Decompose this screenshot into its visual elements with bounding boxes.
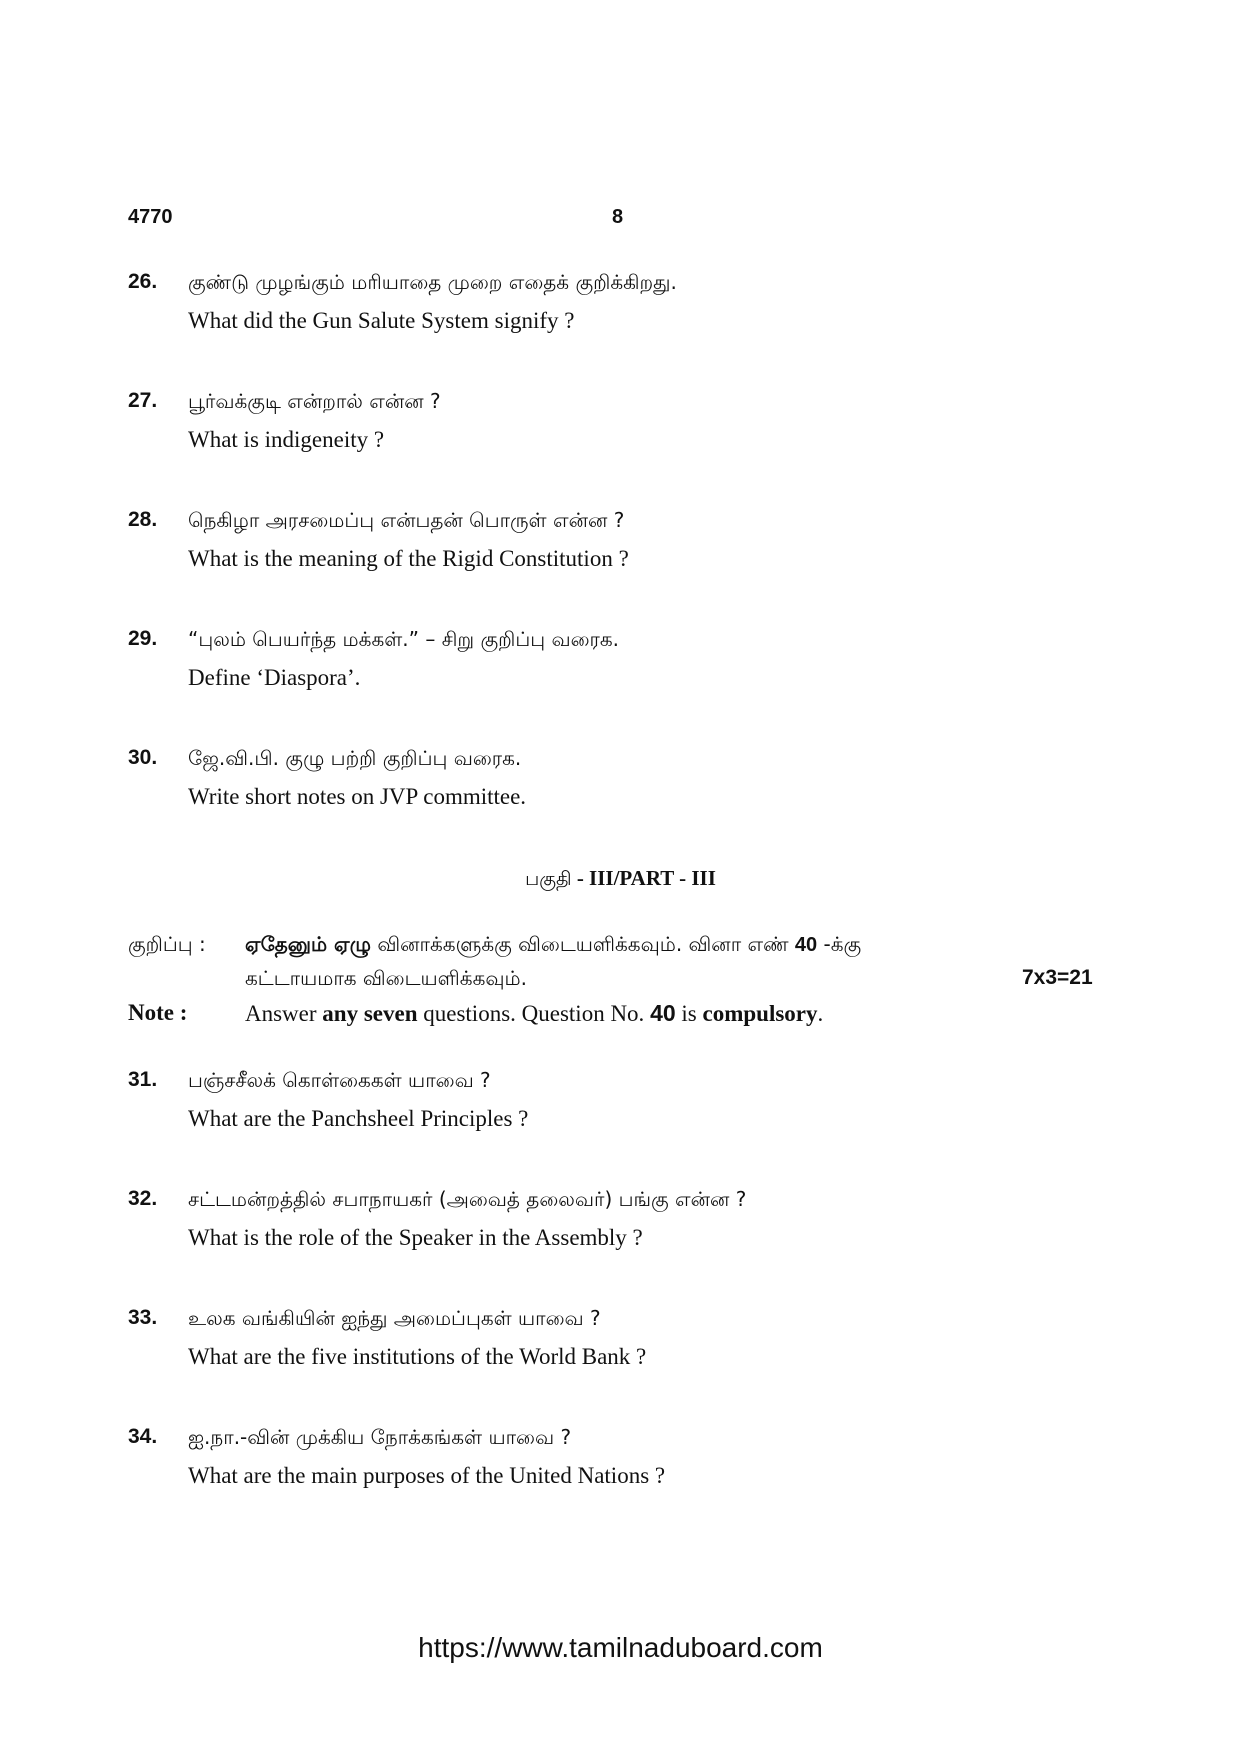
question-tamil: “புலம் பெயர்ந்த மக்கள்.” – சிறு குறிப்பு வரைக.	[188, 627, 619, 651]
question-number: 26.	[128, 270, 158, 293]
note-tamil-text2: -க்கு	[817, 932, 862, 956]
note-english-is: is	[675, 1001, 703, 1026]
question-tamil: ஐ.நா.-வின் முக்கிய நோக்கங்கள் யாவை ?	[188, 1425, 572, 1449]
note-tamil-text1: வினாக்களுக்கு விடையளிக்கவும். வினா எண்	[371, 932, 795, 956]
question-tamil: பஞ்சசீலக் கொள்கைகள் யாவை ?	[188, 1068, 491, 1092]
question-english: Define ‘Diaspora’.	[188, 665, 361, 690]
note-english-label: Note :	[128, 1000, 188, 1025]
question-number: 34.	[128, 1425, 158, 1448]
note-tamil-bold: ஏதேனும் ஏழு	[245, 932, 371, 956]
question-number: 31.	[128, 1068, 158, 1091]
question-english: What is the meaning of the Rigid Constitution ?	[188, 546, 629, 571]
note-tamil-line2: கட்டாயமாக விடையளிக்கவும்.	[245, 966, 527, 990]
question-tamil: குண்டு முழங்கும் மரியாதை முறை எதைக் குறிக்கிறது.	[188, 270, 677, 294]
note-english-mid: questions. Question No.	[417, 1001, 651, 1026]
part-heading	[0, 866, 1241, 893]
question-tamil: பூர்வக்குடி என்றால் என்ன ?	[188, 389, 441, 413]
marks-allocation: 7x3=21	[1022, 966, 1093, 989]
question-number: 27.	[128, 389, 158, 412]
part-heading-english: - III/PART - III	[571, 866, 716, 890]
footer-url[interactable]: https://www.tamilnaduboard.com	[418, 1632, 823, 1663]
part-heading-tamil: பகுதி	[525, 868, 572, 890]
note-english-text	[245, 1000, 823, 1027]
question-english: What are the five institutions of the World Bank ?	[188, 1344, 647, 1369]
note-english-bold2: compulsory	[702, 1001, 818, 1026]
note-english-bold1: any seven	[322, 1001, 418, 1026]
question-number: 33.	[128, 1306, 158, 1329]
note-english-end: .	[817, 1001, 824, 1026]
question-tamil: சட்டமன்றத்தில் சபாநாயகர் (அவைத் தலைவர்) பங்கு என்ன ?	[188, 1187, 747, 1211]
question-number: 32.	[128, 1187, 158, 1210]
question-number: 28.	[128, 508, 158, 531]
question-english: What is indigeneity ?	[188, 427, 385, 452]
question-tamil: ஜே.வி.பி. குழு பற்றி குறிப்பு வரைக.	[188, 746, 522, 770]
note-english-pre: Answer	[245, 1001, 323, 1026]
question-tamil: உலக வங்கியின் ஐந்து அமைப்புகள் யாவை ?	[188, 1306, 601, 1330]
question-english: Write short notes on JVP committee.	[188, 784, 527, 809]
note-tamil-line1	[245, 932, 861, 959]
paper-code: 4770	[128, 206, 173, 228]
note-tamil-number: 40	[794, 934, 818, 956]
question-english: What is the role of the Speaker in the Assembly ?	[188, 1225, 643, 1250]
question-english: What are the Panchsheel Principles ?	[188, 1106, 529, 1131]
question-english: What did the Gun Salute System signify ?	[188, 308, 575, 333]
note-english-number: 40	[650, 1000, 676, 1026]
question-number: 30.	[128, 746, 158, 769]
question-number: 29.	[128, 627, 158, 650]
question-english: What are the main purposes of the United Nations ?	[188, 1463, 666, 1488]
note-tamil-label: குறிப்பு :	[128, 932, 206, 956]
page-number: 8	[612, 206, 624, 228]
question-tamil: நெகிழா அரசமைப்பு என்பதன் பொருள் என்ன ?	[188, 508, 625, 532]
